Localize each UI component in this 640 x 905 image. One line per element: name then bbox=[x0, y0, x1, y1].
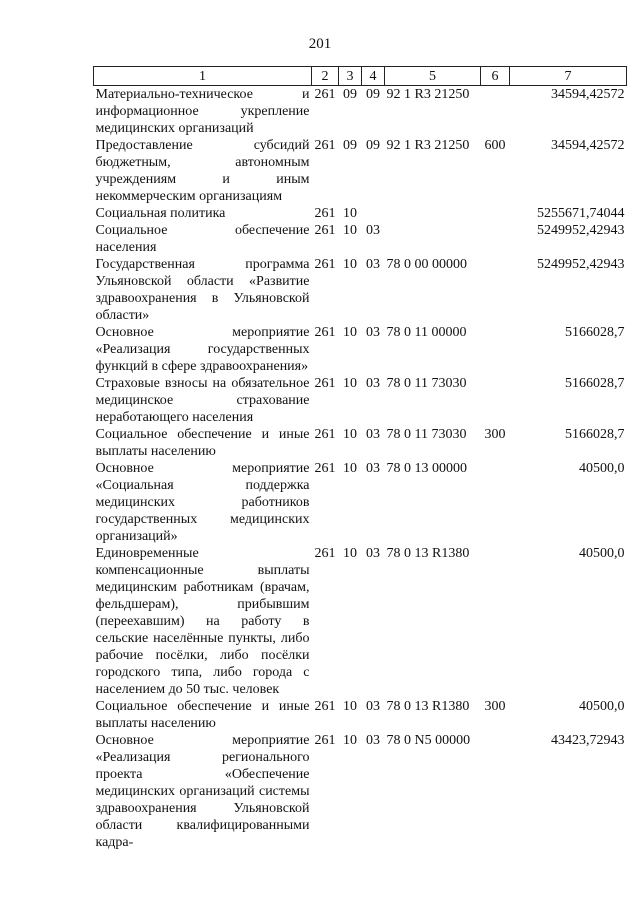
expense-type-cell bbox=[481, 256, 510, 324]
row-name-cell: Материально-техническое и информационное укрепление медицинских организаций bbox=[95, 87, 310, 136]
table-row bbox=[94, 256, 627, 324]
target-article-cell: 78 0 11 73030 bbox=[386, 427, 467, 442]
grbs-code-cell: 261 bbox=[314, 546, 336, 561]
target-article-cell: 78 0 00 00000 bbox=[386, 257, 467, 272]
row-name-cell: Социальное обеспечение и иные выплаты населению bbox=[95, 427, 310, 459]
amount-cell: 5166028,7 bbox=[565, 427, 625, 442]
table-row bbox=[94, 324, 627, 375]
subsection-code-cell: 03 bbox=[366, 461, 380, 476]
subsection-code-cell: 03 bbox=[366, 325, 380, 340]
subsection-code-cell: 03 bbox=[366, 733, 380, 748]
budget-table bbox=[93, 66, 627, 851]
row-name-cell: Основное мероприятие «Реализация регионального проекта «Обеспечение медицинских организаций системы здравоохранения Ульяновской области квалифицированными кадра- bbox=[95, 733, 310, 850]
expense-type-cell bbox=[481, 460, 510, 545]
grbs-code-cell: 261 bbox=[314, 427, 336, 442]
expense-type-cell bbox=[481, 205, 510, 222]
expense-type-cell bbox=[481, 375, 510, 426]
section-code-cell: 10 bbox=[343, 223, 357, 238]
row-name-cell: Государственная программа Ульяновской области «Развитие здравоохранения в Ульяновской области» bbox=[95, 257, 310, 323]
subsection-code-cell: 09 bbox=[366, 138, 380, 153]
grbs-code-cell: 261 bbox=[314, 325, 336, 340]
expense-type-cell bbox=[481, 732, 510, 851]
expense-type-cell: 300 bbox=[484, 427, 506, 442]
grbs-code-cell: 261 bbox=[314, 138, 336, 153]
column-header: 2 bbox=[312, 67, 339, 86]
row-name-cell: Единовременные компенсационные выплаты медицинским работникам (врачам, фельдшерам), прибывшим (переехавшим) на работу в сельские населённые пункты, либо рабочие посёлки, либо посёлки городского типа, либо города с населением до 50 тыс. человек bbox=[95, 546, 310, 697]
table-row bbox=[94, 137, 627, 205]
section-code-cell: 09 bbox=[343, 87, 357, 102]
target-article-cell: 78 0 13 00000 bbox=[386, 461, 467, 476]
target-article-cell: 78 0 13 R1380 bbox=[386, 546, 470, 561]
table-row bbox=[94, 205, 627, 222]
column-header: 5 bbox=[385, 67, 481, 86]
target-article-cell: 78 0 N5 00000 bbox=[386, 733, 471, 748]
amount-cell: 5249952,42943 bbox=[537, 223, 625, 238]
amount-cell: 34594,42572 bbox=[551, 138, 625, 153]
section-code-cell: 10 bbox=[343, 257, 357, 272]
amount-cell: 40500,0 bbox=[579, 461, 625, 476]
page-number: 201 bbox=[308, 36, 332, 52]
section-code-cell: 10 bbox=[343, 733, 357, 748]
subsection-code-cell: 03 bbox=[366, 257, 380, 272]
expense-type-cell bbox=[481, 222, 510, 256]
table-row bbox=[94, 460, 627, 545]
row-name-cell: Основное мероприятие «Реализация государственных функций в сфере здравоохранения» bbox=[95, 325, 310, 374]
subsection-code-cell: 03 bbox=[366, 546, 380, 561]
table-row bbox=[94, 698, 627, 732]
section-code-cell: 10 bbox=[343, 461, 357, 476]
subsection-code-cell bbox=[362, 205, 385, 222]
subsection-code-cell: 03 bbox=[366, 427, 380, 442]
section-code-cell: 09 bbox=[343, 138, 357, 153]
amount-cell: 40500,0 bbox=[579, 699, 625, 714]
table-row bbox=[94, 222, 627, 256]
section-code-cell: 10 bbox=[343, 546, 357, 561]
row-name-cell: Социальное обеспечение населения bbox=[95, 223, 310, 255]
row-name-cell: Предоставление субсидий бюджетным, автономным учреждениям и иным некоммерческим организациям bbox=[95, 138, 310, 204]
grbs-code-cell: 261 bbox=[314, 699, 336, 714]
column-header: 1 bbox=[94, 67, 312, 86]
section-code-cell: 10 bbox=[343, 699, 357, 714]
expense-type-cell bbox=[481, 324, 510, 375]
table-row bbox=[94, 86, 627, 138]
grbs-code-cell: 261 bbox=[314, 223, 336, 238]
table-header-row bbox=[94, 67, 627, 86]
section-code-cell: 10 bbox=[343, 206, 357, 221]
target-article-cell: 92 1 R3 21250 bbox=[386, 138, 470, 153]
row-name-cell: Социальное обеспечение и иные выплаты населению bbox=[95, 699, 310, 731]
amount-cell: 5166028,7 bbox=[565, 325, 625, 340]
amount-cell: 5166028,7 bbox=[565, 376, 625, 391]
row-name-cell: Основное мероприятие «Социальная поддержка медицинских работников государственных медицинских организаций» bbox=[95, 461, 310, 544]
amount-cell: 5255671,74044 bbox=[537, 206, 625, 221]
target-article-cell: 78 0 13 R1380 bbox=[386, 699, 470, 714]
column-header: 6 bbox=[481, 67, 510, 86]
row-name-cell: Страховые взносы на обязательное медицинское страхование неработающего населения bbox=[95, 376, 310, 425]
target-article-cell bbox=[385, 205, 481, 222]
column-header: 4 bbox=[362, 67, 385, 86]
target-article-cell: 78 0 11 00000 bbox=[386, 325, 467, 340]
column-header: 3 bbox=[339, 67, 362, 86]
section-code-cell: 10 bbox=[343, 376, 357, 391]
amount-cell: 40500,0 bbox=[579, 546, 625, 561]
amount-cell: 43423,72943 bbox=[551, 733, 625, 748]
table-row bbox=[94, 375, 627, 426]
section-code-cell: 10 bbox=[343, 427, 357, 442]
table-row bbox=[94, 545, 627, 698]
subsection-code-cell: 09 bbox=[366, 87, 380, 102]
table-row bbox=[94, 732, 627, 851]
grbs-code-cell: 261 bbox=[314, 733, 336, 748]
expense-type-cell bbox=[481, 86, 510, 138]
section-code-cell: 10 bbox=[343, 325, 357, 340]
table-row bbox=[94, 426, 627, 460]
grbs-code-cell: 261 bbox=[314, 257, 336, 272]
target-article-cell: 78 0 11 73030 bbox=[386, 376, 467, 391]
amount-cell: 5249952,42943 bbox=[537, 257, 625, 272]
target-article-cell: 92 1 R3 21250 bbox=[386, 87, 470, 102]
row-name-cell: Социальная политика bbox=[95, 206, 226, 221]
expense-type-cell bbox=[481, 545, 510, 698]
grbs-code-cell: 261 bbox=[314, 87, 336, 102]
subsection-code-cell: 03 bbox=[366, 376, 380, 391]
grbs-code-cell: 261 bbox=[314, 376, 336, 391]
column-header: 7 bbox=[510, 67, 627, 86]
subsection-code-cell: 03 bbox=[366, 699, 380, 714]
target-article-cell bbox=[385, 222, 481, 256]
subsection-code-cell: 03 bbox=[366, 223, 380, 238]
expense-type-cell: 600 bbox=[484, 138, 506, 153]
amount-cell: 34594,42572 bbox=[551, 87, 625, 102]
grbs-code-cell: 261 bbox=[314, 206, 336, 221]
grbs-code-cell: 261 bbox=[314, 461, 336, 476]
expense-type-cell: 300 bbox=[484, 699, 506, 714]
